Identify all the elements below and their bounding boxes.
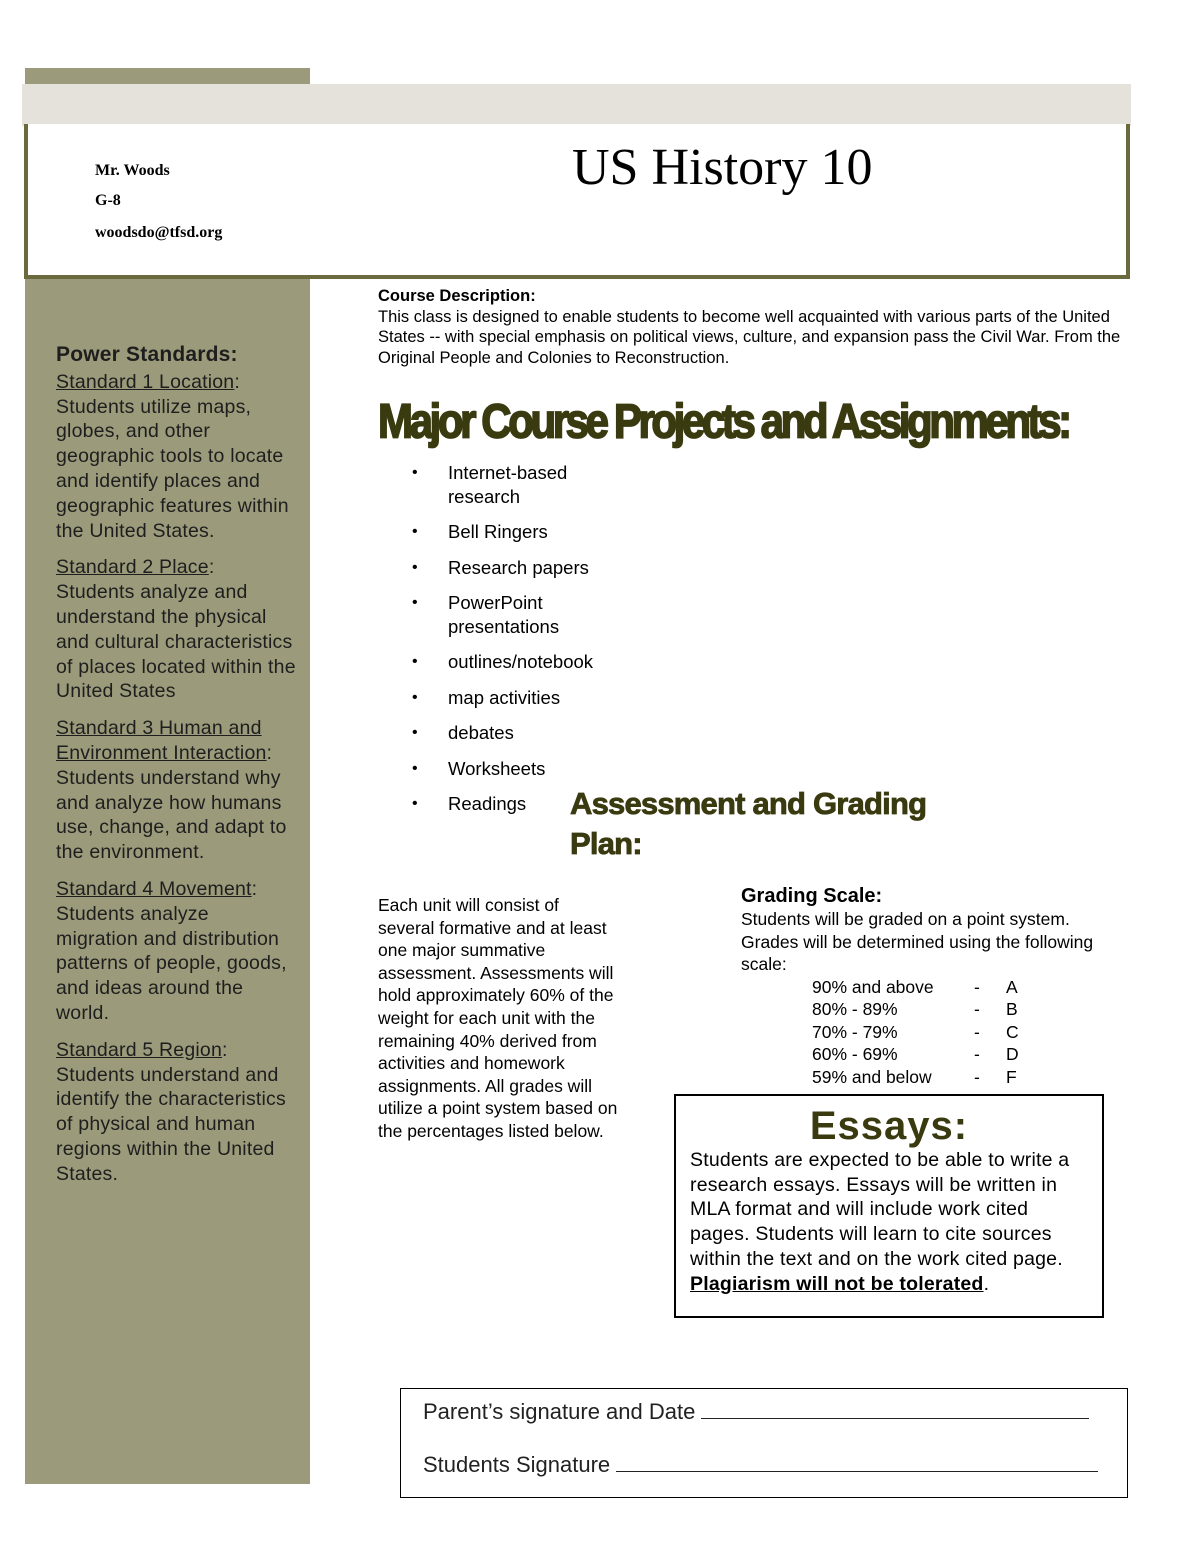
page-title: US History 10 bbox=[572, 139, 873, 196]
table-row bbox=[812, 976, 1111, 999]
grade-letter: B bbox=[1006, 999, 1018, 1019]
projects-list bbox=[410, 461, 630, 828]
projects-heading: Major Course Projects and Assignments: bbox=[378, 394, 1069, 449]
list-item: • Readings bbox=[410, 792, 630, 816]
list-item: • Worksheets bbox=[410, 757, 630, 781]
standard-text: : Students utilize maps, globes, and other geographic tools to locate and identify places and geographic features within the United States. bbox=[56, 370, 289, 542]
list-item: • PowerPoint presentations bbox=[410, 591, 630, 638]
table-row bbox=[812, 1043, 1111, 1066]
plagiarism-warning: Plagiarism will not be tolerated bbox=[690, 1272, 984, 1295]
list-item: • outlines/notebook bbox=[410, 650, 630, 674]
standard-title: Standard 2 Place bbox=[56, 556, 209, 579]
grade-letter: C bbox=[1006, 1021, 1019, 1042]
standard-title: Standard 5 Region bbox=[56, 1038, 223, 1061]
parent-signature-line bbox=[423, 1399, 1089, 1425]
student-signature-line bbox=[423, 1452, 1098, 1478]
grade-range: 80% - 89% bbox=[812, 999, 898, 1019]
table-row bbox=[812, 1066, 1111, 1089]
grade-range: 59% and below bbox=[812, 1066, 932, 1087]
standard-text: : Students analyze migration and distribution patterns of people, goods, and ideas around the world. bbox=[56, 877, 287, 1024]
grade-letter: A bbox=[1006, 976, 1018, 997]
table-row bbox=[812, 998, 1111, 1021]
grade-dash: - bbox=[974, 999, 980, 1019]
essays-title: Essays: bbox=[809, 1104, 969, 1148]
standard-item bbox=[56, 716, 296, 865]
course-description-label: Course Description: bbox=[378, 287, 536, 305]
assessment-text: Each unit will consist of several formative and at least one major summative assessment. Assessments will hold approximately 60% of the weight for each unit with the remaining 40% derived from activities and homework assignments. All grades will utilize a point system based on the percentages listed below. bbox=[378, 895, 618, 1141]
standard-item bbox=[56, 877, 296, 1026]
parent-signature-field[interactable] bbox=[701, 1399, 1089, 1419]
header-band bbox=[22, 84, 1131, 126]
essays-text bbox=[690, 1148, 1088, 1296]
standard-item bbox=[56, 370, 296, 544]
student-signature-field[interactable] bbox=[616, 1452, 1098, 1472]
standard-text: : Students analyze and understand the physical and cultural characteristics of places located within the United States bbox=[56, 556, 296, 703]
standard-text: : Students understand why and analyze how humans use, change, and adapt to the environment. bbox=[56, 741, 287, 864]
essays-end: . bbox=[983, 1272, 990, 1295]
grade-letter: F bbox=[1006, 1066, 1017, 1087]
parent-signature-label: Parent’s signature and Date bbox=[423, 1399, 696, 1424]
grade-dash: - bbox=[974, 1021, 980, 1042]
grading-scale-intro: Students will be graded on a point system. Grades will be determined using the following scale: bbox=[741, 909, 1094, 974]
table-row bbox=[812, 1021, 1111, 1044]
teacher-email: woodsdo@tfsd.org bbox=[95, 224, 223, 241]
essays-body: Students are expected to be able to write a research essays. Essays will be written in MLA format and will include work cited pages. Students will learn to cite sources within the text and on the work cited page. bbox=[690, 1149, 1070, 1270]
room-number: G-8 bbox=[95, 192, 121, 209]
course-description-text: This class is designed to enable students to become well acquainted with various parts of the United States -- with special emphasis on political views, culture, and expansion pass the Civil War. From the Original People and Colonies to Reconstruction. bbox=[378, 307, 1121, 367]
power-standards bbox=[56, 343, 296, 1199]
list-item: • map activities bbox=[410, 686, 630, 710]
grade-range: 70% - 79% bbox=[812, 1021, 898, 1042]
grade-range: 60% - 69% bbox=[812, 1044, 898, 1064]
grade-range: 90% and above bbox=[812, 976, 934, 997]
grading-scale-table bbox=[812, 976, 1111, 1089]
list-item: • Research papers bbox=[410, 556, 630, 580]
power-standards-heading: Power Standards: bbox=[56, 343, 238, 366]
standard-title: Standard 4 Movement bbox=[56, 877, 252, 900]
grade-letter: D bbox=[1006, 1044, 1019, 1064]
list-item: • Internet-based research bbox=[410, 461, 630, 508]
standard-title: Standard 3 Human and Environment Interaction bbox=[56, 717, 267, 764]
grading-scale-title: Grading Scale: bbox=[741, 885, 883, 907]
course-description bbox=[378, 286, 1128, 368]
grading-scale bbox=[741, 884, 1111, 1088]
signature-box bbox=[400, 1388, 1128, 1498]
standard-text: : Students understand and identify the characteristics of physical and human regions within the United States. bbox=[56, 1038, 286, 1185]
grade-dash: - bbox=[974, 1066, 980, 1087]
grade-dash: - bbox=[974, 1044, 980, 1064]
grade-dash: - bbox=[974, 976, 980, 997]
standard-item bbox=[56, 1038, 296, 1187]
essays-box bbox=[674, 1094, 1104, 1318]
standard-item bbox=[56, 555, 296, 704]
teacher-name: Mr. Woods bbox=[95, 162, 170, 179]
list-item: • Bell Ringers bbox=[410, 520, 630, 544]
standard-title: Standard 1 Location bbox=[56, 370, 235, 393]
student-signature-label: Students Signature bbox=[423, 1452, 611, 1477]
list-item: • debates bbox=[410, 721, 630, 745]
assessment-heading: Assessment and Grading Plan: bbox=[570, 786, 927, 861]
